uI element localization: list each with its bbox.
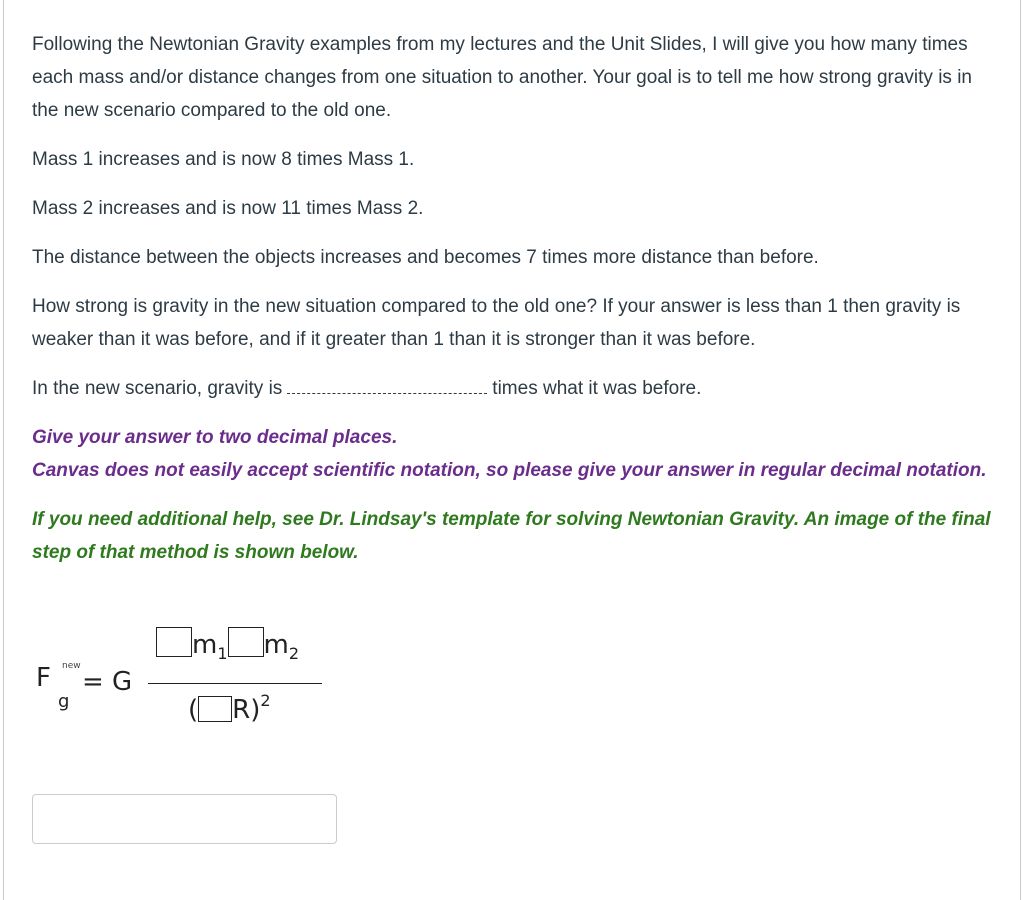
distance-text: The distance between the objects increases and becomes 7 times more distance than before.	[32, 247, 819, 268]
formula-paren-open: (	[188, 695, 199, 725]
blank-after-text: times what it was before.	[492, 378, 702, 399]
answer-blank	[287, 375, 487, 394]
mass2-text: Mass 2 increases and is now 11 times Mass 2.	[32, 198, 424, 219]
formula-exp2: 2	[260, 691, 271, 710]
formula-sup-new: new	[62, 661, 81, 671]
question-content	[32, 28, 1002, 569]
distance-multiplier-box	[198, 696, 232, 722]
fill-blank-sentence	[32, 372, 1002, 405]
formula-m1: m	[192, 630, 218, 660]
gravity-formula-image	[36, 615, 336, 745]
formula-numerator	[156, 627, 299, 663]
mass2-multiplier-box	[228, 627, 264, 657]
formula-m2: m	[263, 630, 289, 660]
instruction-notation: Canvas does not easily accept scientific notation, so please give your answer in regular decimal notation.	[32, 460, 987, 481]
formula-f: F	[36, 663, 51, 693]
mass1-text: Mass 1 increases and is now 8 times Mass 1.	[32, 149, 415, 170]
blank-before-text: In the new scenario, gravity is	[32, 378, 283, 399]
prompt-text: How strong is gravity in the new situation compared to the old one? If your answer is less than 1 then gravity is weaker than it was before, and if it greater than 1 than it is stronger than it was before.	[32, 296, 961, 350]
help-text: If you need additional help, see Dr. Lindsay's template for solving Newtonian Gravity. An image of the final step of that method is shown below.	[32, 509, 991, 563]
formula-sub1: 1	[217, 644, 228, 663]
formula-sub-g: g	[58, 691, 70, 712]
fraction-line	[148, 683, 322, 684]
formula-r-close: R)	[232, 695, 261, 725]
instruction-decimals: Give your answer to two decimal places.	[32, 427, 398, 448]
mass1-multiplier-box	[156, 627, 192, 657]
formula-denominator	[188, 691, 271, 725]
formula-equals-g: = G	[82, 667, 133, 697]
formula-sub2: 2	[288, 644, 300, 663]
answer-input[interactable]	[32, 794, 337, 844]
intro-text: Following the Newtonian Gravity examples from my lectures and the Unit Slides, I will give you how many times each mass and/or distance changes from one situation to another. Your goal is to tell me how strong gravity is in the new scenario compared to the old one.	[32, 34, 972, 121]
